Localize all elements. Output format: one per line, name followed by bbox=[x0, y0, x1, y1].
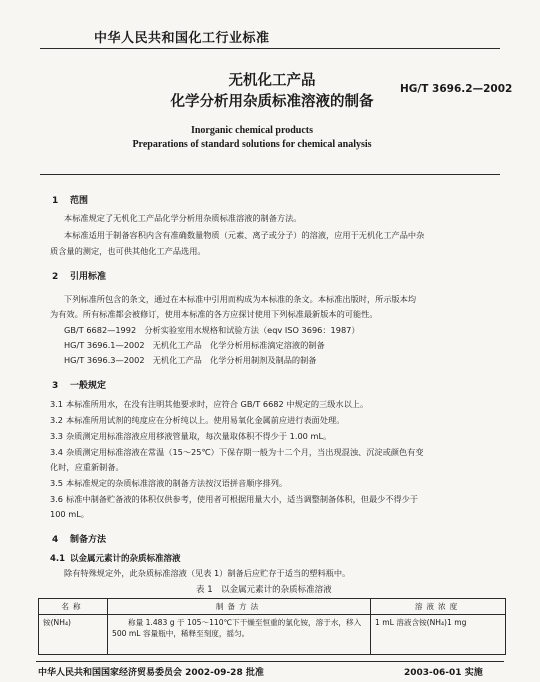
clause-item bbox=[50, 398, 368, 411]
clause-number: 3.6 bbox=[50, 494, 64, 504]
section-2-heading bbox=[52, 269, 106, 282]
paragraph: 质含量的测定，也可供其他化工产品选用。 bbox=[50, 246, 206, 256]
clause-item bbox=[50, 414, 344, 427]
clause-number: 3.1 bbox=[50, 399, 64, 409]
column-header-name: 名称 bbox=[39, 599, 108, 615]
section-number: 4 bbox=[52, 535, 59, 545]
paragraph: 本标准适用于制备容积内含有准确数量物质（元素、离子或分子）的溶液，应用于无机化工产品中杂 bbox=[64, 230, 425, 240]
column-header-method: 制备方法 bbox=[108, 599, 371, 615]
clause-continuation: 化时，应重新制备。 bbox=[50, 462, 124, 472]
english-title-line-1: Inorganic chemical products bbox=[190, 125, 314, 136]
section-number: 3 bbox=[52, 381, 59, 391]
clause-item bbox=[50, 430, 331, 443]
title-rule bbox=[40, 174, 500, 175]
method-line-2: 500 mL 容量瓶中，稀释至刻度，摇匀。 bbox=[112, 629, 250, 638]
cell-name: 铵(NH₄) bbox=[39, 615, 108, 655]
table-caption: 表 1 以金属元素计的杂质标准溶液 bbox=[196, 585, 332, 595]
clause-text: 本标准所用水，在没有注明其他要求时，应符合 GB/T 6682 中规定的三级水以上。 bbox=[66, 399, 369, 409]
impurity-standard-table bbox=[38, 598, 506, 655]
footer-rule bbox=[36, 661, 504, 662]
clause-item bbox=[50, 493, 418, 506]
section-1-heading bbox=[52, 193, 88, 206]
cell-method bbox=[108, 615, 371, 655]
column-header-concentration: 溶液浓度 bbox=[371, 599, 506, 615]
subsection-number: 4.1 bbox=[50, 554, 66, 564]
paragraph: 本标准规定了无机化工产品化学分析用杂质标准溶液的制备方法。 bbox=[64, 213, 302, 223]
section-number: 2 bbox=[52, 272, 59, 282]
section-title: 制备方法 bbox=[70, 535, 107, 545]
section-title: 范围 bbox=[70, 196, 89, 206]
cell-concentration: 1 mL 溶液含铵(NH₄)1 mg bbox=[371, 615, 506, 655]
clause-text: 杂质测定用标准溶液在常温（15～25℃）下保存期一般为十二个月，当出现混浊、沉淀或颜色有变 bbox=[66, 447, 424, 457]
section-number: 1 bbox=[52, 196, 59, 206]
clause-number: 3.5 bbox=[50, 478, 64, 488]
section-3-heading bbox=[52, 378, 106, 391]
subsection-title: 以金属元素计的杂质标准溶液 bbox=[70, 554, 181, 564]
header-rule bbox=[40, 48, 500, 49]
clause-text: 标准中制备贮备液的体积仅供参考，使用者可根据用量大小，适当调整制备体积，但最少不得少于 bbox=[66, 494, 419, 504]
section-title: 一般规定 bbox=[70, 381, 107, 391]
table-row bbox=[39, 615, 506, 655]
subsection-4-1-heading bbox=[50, 552, 181, 564]
table-header-row bbox=[39, 599, 506, 615]
paragraph: 为有效。所有标准都会被修订，使用本标准的各方应探讨使用下列标准最新版本的可能性。 bbox=[50, 309, 378, 319]
clause-continuation: 100 mL。 bbox=[50, 509, 89, 519]
clause-text: 杂质测定用标准溶液应用移液管量取，每次量取体积不得少于 1.00 mL。 bbox=[66, 431, 332, 441]
method-line-1: 称量 1.483 g 于 105～110℃下干燥至恒重的氯化铵，溶于水，移入 bbox=[128, 618, 362, 627]
clause-number: 3.4 bbox=[50, 447, 64, 457]
english-title-line-2: Preparations of standard solutions for chemical analysis bbox=[132, 139, 372, 150]
title-line-2: 化学分析用杂质标准溶液的制备 bbox=[170, 94, 374, 110]
clause-text: 本标准所用试剂的纯度应在分析纯以上。使用易氧化金属前应进行表面处理。 bbox=[66, 415, 345, 425]
industry-standard-header: 中华人民共和国化工行业标准 bbox=[94, 31, 270, 46]
paragraph: 下列标准所包含的条文，通过在本标准中引用而构成为本标准的条文。本标准出版时，所示版本均 bbox=[64, 294, 417, 304]
clause-number: 3.2 bbox=[50, 415, 64, 425]
section-4-heading bbox=[52, 532, 106, 545]
implementation-date: 2003-06-01 实施 bbox=[404, 668, 483, 678]
paragraph: 除有特殊规定外，此杂质标准溶液（见表 1）制备后应贮存于适当的塑料瓶中。 bbox=[64, 568, 351, 578]
clause-text: 本标准规定的杂质标准溶液的制备方法按汉语拼音顺序排列。 bbox=[66, 478, 288, 488]
approval-info: 中华人民共和国国家经济贸易委员会 2002-09-28 批准 bbox=[38, 668, 264, 678]
reference-item: GB/T 6682—1992 分析实验室用水规格和试验方法（eqv ISO 3696：1987） bbox=[64, 325, 360, 335]
section-title: 引用标准 bbox=[70, 272, 107, 282]
clause-number: 3.3 bbox=[50, 431, 64, 441]
standard-number: HG/T 3696.2—2002 bbox=[400, 83, 513, 95]
title-line-1: 无机化工产品 bbox=[228, 73, 316, 89]
reference-item: HG/T 3696.3—2002 无机化工产品 化学分析用制剂及制品的制备 bbox=[64, 355, 317, 365]
clause-item bbox=[50, 477, 287, 490]
clause-item bbox=[50, 446, 424, 459]
reference-item: HG/T 3696.1—2002 无机化工产品 化学分析用标准滴定溶液的制备 bbox=[64, 340, 325, 350]
